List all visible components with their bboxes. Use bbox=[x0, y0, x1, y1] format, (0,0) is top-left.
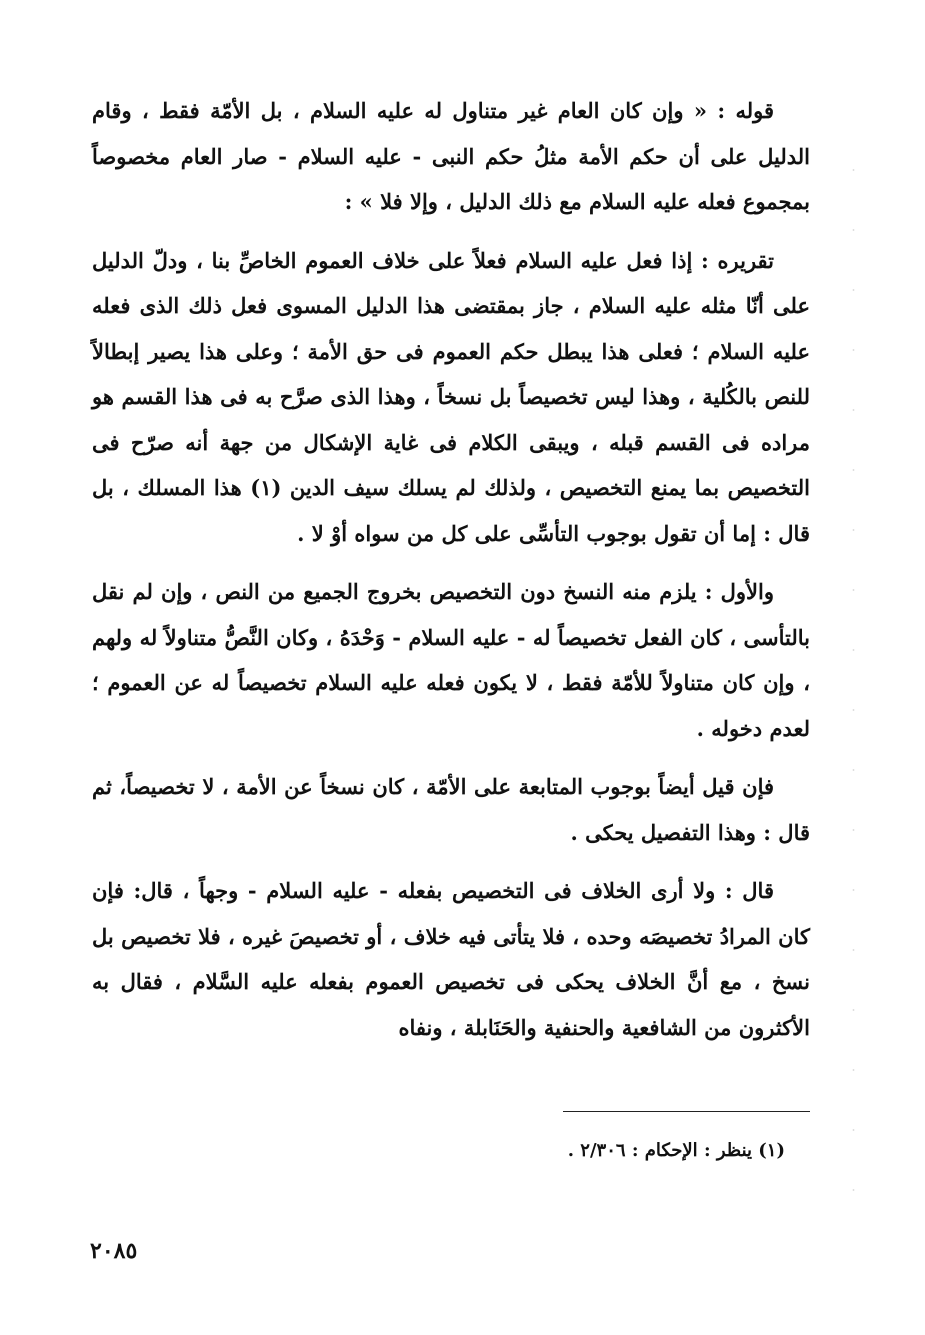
scan-artifact bbox=[852, 140, 855, 1240]
page-number: ٢٠٨٥ bbox=[90, 1238, 138, 1264]
paragraph-1: قوله : « وإن كان العام غير متناول له عليه السلام ، بل الأمّة فقط ، وقام الدليل على أن حكم الأمة مثلُ حكم النبى - عليه السلام - صار العام مخصوصاً بمجموع فعله عليه السلام مع ذلك الدليل ، وإلا فلا » : bbox=[92, 98, 810, 214]
main-text bbox=[92, 88, 810, 1063]
paragraph-2: تقريره : إذا فعل عليه السلام فعلاً على خلاف العموم الخاصِّ بنا ، ودلّ الدليل على أنّا مثله عليه السلام ، جاز بمقتضى هذا الدليل المسوى فعل ذلك الذى فعله عليه السلام ؛ فعلى هذا يبطل حكم العموم فى حق الأمة ؛ وعلى هذا يصير إبطالاً للنص بالكُلية ، وهذا ليس تخصيصاً بل نسخاً ، وهذا الذى صرَّح به فى هذا القسم هو مراده فى القسم قبله ، ويبقى الكلام فى غاية الإشكال من جهة أنه صرّح فى التخصيص بما يمنع التخصيص ، ولذلك لم يسلك سيف الدين (١) هذا المسلك ، بل قال : إما أن تقول بوجوب التأسِّى على كل من سواه أوْ لا . bbox=[92, 247, 810, 546]
paragraph-5: قال : ولا أرى الخلاف فى التخصيص بفعله - عليه السلام - وجهاً ، قال: فإن كان المرادُ تخصيصَه وحده ، فلا يتأتى فيه خلاف ، أو تخصيصَ غيره ، فلا تخصيص بل نسخ ، مع أنَّ الخلاف يحكى فى تخصيص العموم بفعله عليه السَّلام ، فقال به الأكثرون من الشافعية والحنفية والحَنَابلة ، ونفاه bbox=[92, 878, 810, 1040]
paragraph-3: والأول : يلزم منه النسخ دون التخصيص بخروج الجميع من النص ، وإن لم نقل بالتأسى ، كان الفعل تخصيصاً له - عليه السلام - وَحْدَهُ ، وكان النَّصُّ متناولاً له ولهم ، وإن كان متناولاً للأمّة فقط ، لا يكون فعله عليه السلام تخصيصاً له عن العموم ؛ لعدم دخوله . bbox=[92, 579, 810, 741]
paragraph-4: فإن قيل أيضاً بوجوب المتابعة على الأمّة ، كان نسخاً عن الأمة ، لا تخصيصاً، ثم قال : وهذا التفصيل يحكى . bbox=[92, 774, 810, 845]
footnote: (١) ينظر : الإحكام : ٢/٣٠٦ . bbox=[567, 1140, 785, 1161]
footnote-divider bbox=[563, 1111, 810, 1112]
